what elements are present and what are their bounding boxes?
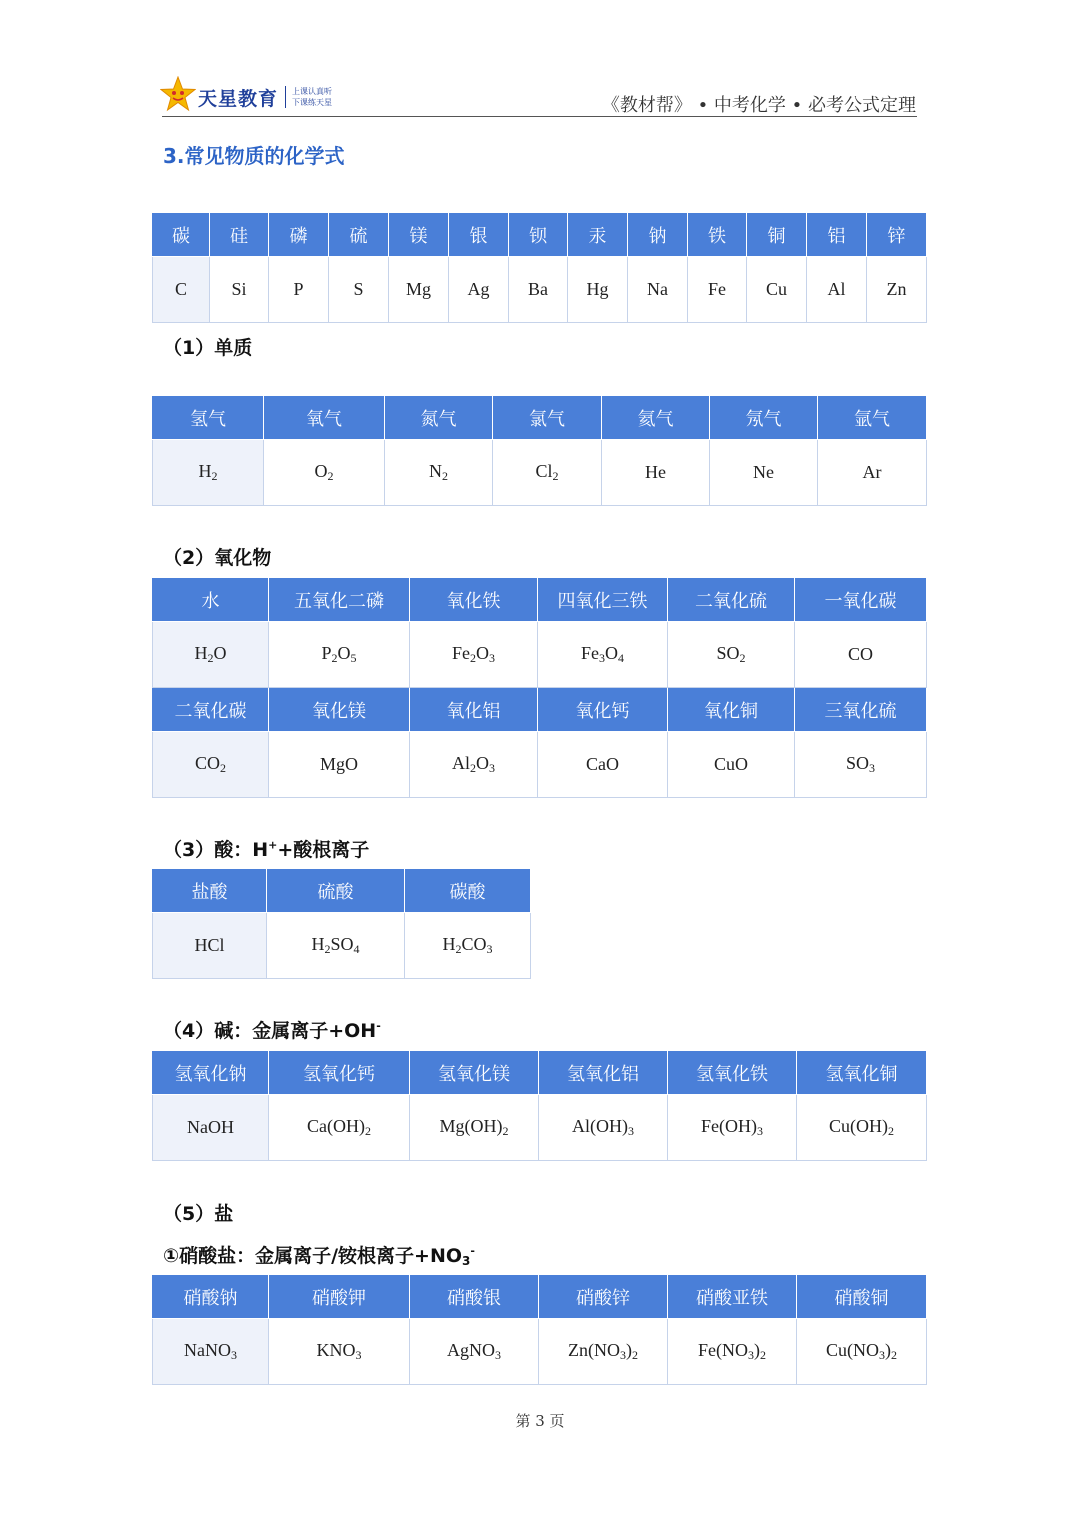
formula-cell — [538, 732, 668, 798]
formula-text: O — [605, 643, 618, 663]
formula-cell — [385, 440, 493, 506]
formula-text: O — [476, 643, 489, 663]
formula-text: H — [311, 934, 325, 954]
formula-text: KNO — [316, 1340, 356, 1360]
header-cell: 氮气 — [385, 396, 493, 440]
formula-cell — [668, 732, 795, 798]
formula-subscript: 3 — [879, 1348, 885, 1362]
formula-cell: Zn — [867, 257, 927, 323]
bases-formula-row — [153, 1095, 927, 1161]
formula-cell — [539, 1319, 668, 1385]
elements-formula-row — [153, 257, 927, 323]
formula-cell — [269, 1095, 410, 1161]
formula-text: SO — [330, 934, 354, 954]
header-cell: 氧化铝 — [410, 688, 538, 732]
oxides-table — [152, 577, 927, 798]
header-cell: 氧化铁 — [410, 578, 538, 622]
logo-slogan-line: 下课练天星 — [292, 98, 332, 107]
header-cell: 硝酸亚铁 — [668, 1275, 797, 1319]
logo-slogan-line: 上课认真听 — [292, 87, 332, 96]
formula-text: Fe(OH) — [701, 1116, 757, 1136]
formula-text: Cl — [535, 461, 553, 481]
header-cell: 汞 — [568, 213, 628, 257]
nitrates-title-sup: - — [470, 1244, 475, 1258]
formula-cell — [153, 440, 264, 506]
formula-subscript: 3 — [748, 1348, 754, 1362]
formula-cell — [795, 622, 927, 688]
formula-cell: Ag — [449, 257, 509, 323]
formula-cell — [818, 440, 927, 506]
nitrates-title-text: ①硝酸盐：金属离子/铵根离子+NO — [163, 1245, 463, 1267]
formula-subscript: 4 — [618, 651, 624, 665]
logo-star-icon — [160, 76, 196, 112]
elements-header-row — [153, 213, 927, 257]
nitrates-formula-row — [153, 1319, 927, 1385]
nitrates-header-row — [153, 1275, 927, 1319]
logo-slogan — [292, 86, 342, 108]
bases-title-text: （4）碱：金属离子+OH — [163, 1020, 377, 1042]
formula-text: Cu(NO — [826, 1340, 879, 1360]
header-cell: 水 — [153, 578, 269, 622]
formula-subscript: 2 — [760, 1348, 766, 1362]
formula-cell — [797, 1319, 927, 1385]
header-book-title: 《教材帮》 • 中考化学 • 必考公式定理 — [601, 95, 916, 116]
formula-cell — [267, 913, 405, 979]
formula-cell — [710, 440, 818, 506]
formula-cell — [410, 1095, 539, 1161]
header-cell: 碳酸 — [405, 869, 531, 913]
formula-subscript: 2 — [327, 469, 334, 483]
formula-text: SO — [845, 753, 869, 773]
formula-subscript: 2 — [331, 651, 338, 665]
formula-cell — [668, 622, 795, 688]
formula-text: Al — [452, 753, 470, 773]
header-cell: 五氧化二磷 — [269, 578, 410, 622]
formula-text: Fe — [581, 643, 599, 663]
formula-text: MgO — [319, 754, 358, 774]
formula-subscript: 2 — [739, 651, 746, 665]
formula-subscript: 3 — [486, 942, 493, 956]
formula-subscript: 3 — [599, 651, 605, 665]
header-cell: 氢氧化钠 — [153, 1051, 269, 1095]
formula-cell: Na — [628, 257, 688, 323]
formula-text: H — [194, 643, 208, 663]
formula-subscript: 2 — [632, 1348, 638, 1362]
formula-text: H — [198, 461, 212, 481]
header-cell: 氢氧化铝 — [539, 1051, 668, 1095]
oxides-1-formula-row — [153, 622, 927, 688]
formula-subscript: 2 — [891, 1348, 897, 1362]
formula-text: Zn(NO — [568, 1340, 620, 1360]
oxides-1-header-row — [153, 578, 927, 622]
formula-text: CaO — [586, 754, 619, 774]
acids-title-text: +酸根离子 — [277, 839, 370, 861]
header-cell: 氧化镁 — [269, 688, 410, 732]
header-cell: 银 — [449, 213, 509, 257]
header-cell: 铝 — [807, 213, 867, 257]
header-cell: 氢氧化铁 — [668, 1051, 797, 1095]
nitrates-title-sub: 3 — [462, 1254, 471, 1268]
header-cell: 二氧化碳 — [153, 688, 269, 732]
header-cell: 氢氧化铜 — [797, 1051, 927, 1095]
formula-cell — [539, 1095, 668, 1161]
formula-cell — [538, 622, 668, 688]
formula-subscript: 2 — [502, 1124, 509, 1138]
formula-text: Ne — [753, 462, 774, 482]
oxides-2-header-row — [153, 688, 927, 732]
formula-subscript: 2 — [324, 942, 331, 956]
formula-cell — [410, 1319, 539, 1385]
formula-subscript: 2 — [888, 1124, 894, 1138]
formula-text: H — [442, 934, 456, 954]
simple-substance-table — [152, 395, 927, 506]
formula-cell — [410, 732, 538, 798]
formula-subscript: 2 — [470, 761, 476, 775]
bases-header-row — [153, 1051, 927, 1095]
acids-title-sup: + — [268, 838, 278, 852]
elements-table — [152, 212, 927, 323]
formula-subscript: 3 — [757, 1124, 763, 1138]
header-cell: 磷 — [269, 213, 329, 257]
header-cell: 硅 — [210, 213, 269, 257]
header-cell: 钠 — [628, 213, 688, 257]
formula-cell: Al — [807, 257, 867, 323]
header-cell: 铜 — [747, 213, 807, 257]
formula-text: CO — [194, 753, 220, 773]
oxides-title: （2）氧化物 — [163, 547, 272, 569]
formula-subscript: 3 — [869, 761, 875, 775]
formula-text: N — [429, 461, 442, 481]
header-cell: 一氧化碳 — [795, 578, 927, 622]
formula-subscript: 3 — [231, 1348, 237, 1362]
header-cell: 铁 — [688, 213, 747, 257]
page-number: 第 3 页 — [515, 1412, 565, 1430]
formula-text: CO — [847, 644, 873, 664]
formula-text: SO — [716, 643, 740, 663]
header-cell: 硫 — [329, 213, 389, 257]
formula-cell — [493, 440, 602, 506]
formula-text: CO — [461, 934, 487, 954]
formula-text: NaNO — [184, 1340, 231, 1360]
header-cell: 钡 — [509, 213, 568, 257]
header-cell: 氯气 — [493, 396, 602, 440]
header-cell: 硝酸锌 — [539, 1275, 668, 1319]
header-cell: 硝酸钠 — [153, 1275, 269, 1319]
formula-cell — [264, 440, 385, 506]
header-cell: 镁 — [389, 213, 449, 257]
formula-cell: C — [153, 257, 210, 323]
formula-cell — [153, 1095, 269, 1161]
formula-cell — [602, 440, 710, 506]
oxides-2-formula-row — [153, 732, 927, 798]
header-cell: 氢气 — [153, 396, 264, 440]
formula-cell — [269, 622, 410, 688]
formula-cell: Mg — [389, 257, 449, 323]
formula-text: Cu(OH) — [829, 1116, 888, 1136]
formula-subscript: 3 — [620, 1348, 626, 1362]
salts-title: （5）盐 — [163, 1203, 234, 1225]
formula-text: NaOH — [187, 1117, 234, 1137]
header-cell: 氖气 — [710, 396, 818, 440]
formula-cell — [153, 622, 269, 688]
bases-title — [163, 1016, 381, 1043]
formula-cell: P — [269, 257, 329, 323]
formula-text: ) — [885, 1340, 891, 1360]
header-cell: 氦气 — [602, 396, 710, 440]
formula-cell: Ba — [509, 257, 568, 323]
header-cell: 四氧化三铁 — [538, 578, 668, 622]
formula-text: Ar — [862, 462, 882, 482]
acids-header-row — [153, 869, 531, 913]
header-cell: 氧气 — [264, 396, 385, 440]
formula-cell — [668, 1319, 797, 1385]
formula-text: O — [213, 643, 227, 663]
formula-subscript: 3 — [355, 1348, 362, 1362]
formula-text: Ca(OH) — [307, 1116, 365, 1136]
formula-subscript: 5 — [350, 651, 357, 665]
simple-formula-row — [153, 440, 927, 506]
formula-subscript: 2 — [207, 651, 214, 665]
header-cell: 锌 — [867, 213, 927, 257]
formula-text: CuO — [713, 754, 748, 774]
formula-text: Al(OH) — [572, 1116, 628, 1136]
header-cell: 盐酸 — [153, 869, 267, 913]
nitrates-table — [152, 1274, 927, 1385]
header-cell: 氧化铜 — [668, 688, 795, 732]
formula-subscript: 2 — [442, 469, 448, 483]
nitrates-title — [163, 1241, 475, 1268]
header-rule — [162, 116, 917, 117]
formula-text: He — [645, 462, 666, 482]
formula-cell: Si — [210, 257, 269, 323]
bases-table — [152, 1050, 927, 1161]
formula-cell — [668, 1095, 797, 1161]
formula-cell — [405, 913, 531, 979]
section-title: 3.常见物质的化学式 — [163, 144, 345, 168]
formula-text: O — [337, 643, 351, 663]
header-cell: 硫酸 — [267, 869, 405, 913]
formula-subscript: 4 — [353, 942, 360, 956]
acids-title-text: （3）酸：H — [163, 839, 269, 861]
header-cell: 氧化钙 — [538, 688, 668, 732]
header-cell: 二氧化硫 — [668, 578, 795, 622]
header-cell: 碳 — [153, 213, 210, 257]
formula-subscript: 2 — [455, 942, 462, 956]
formula-subscript: 2 — [220, 761, 226, 775]
header-cell: 氩气 — [818, 396, 927, 440]
formula-text: O — [476, 753, 489, 773]
formula-cell: Fe — [688, 257, 747, 323]
formula-subscript: 3 — [489, 761, 495, 775]
formula-text: Fe(NO — [698, 1340, 748, 1360]
bases-title-sup: - — [376, 1019, 381, 1033]
formula-cell — [797, 1095, 927, 1161]
header-cell: 硝酸铜 — [797, 1275, 927, 1319]
formula-subscript: 3 — [628, 1124, 634, 1138]
acids-title — [163, 835, 369, 862]
formula-cell: Cu — [747, 257, 807, 323]
header-cell: 硝酸钾 — [269, 1275, 410, 1319]
formula-text: HCl — [194, 935, 225, 955]
formula-text: P — [321, 643, 332, 663]
formula-subscript: 3 — [495, 1348, 501, 1362]
formula-text: O — [314, 461, 328, 481]
formula-subscript: 2 — [364, 1124, 371, 1138]
formula-subscript: 2 — [211, 469, 218, 483]
header-cell: 氢氧化钙 — [269, 1051, 410, 1095]
formula-text: Fe — [452, 643, 470, 663]
logo-name: 天星教育 — [198, 88, 279, 110]
formula-subscript: 2 — [552, 469, 559, 483]
header-cell: 三氧化硫 — [795, 688, 927, 732]
header-cell: 硝酸银 — [410, 1275, 539, 1319]
header-cell: 氢氧化镁 — [410, 1051, 539, 1095]
acids-table — [152, 868, 531, 979]
formula-subscript: 3 — [489, 651, 495, 665]
formula-cell — [153, 732, 269, 798]
formula-text: ) — [626, 1340, 632, 1360]
simple-header-row — [153, 396, 927, 440]
formula-cell: S — [329, 257, 389, 323]
simple-substance-title: （1）单质 — [163, 337, 253, 359]
formula-text: Mg(OH) — [439, 1116, 503, 1136]
formula-cell — [410, 622, 538, 688]
formula-cell — [795, 732, 927, 798]
formula-text: AgNO — [447, 1340, 495, 1360]
formula-cell: Hg — [568, 257, 628, 323]
formula-text: ) — [754, 1340, 760, 1360]
formula-subscript: 2 — [470, 651, 476, 665]
formula-cell — [153, 1319, 269, 1385]
formula-cell — [269, 732, 410, 798]
formula-cell — [153, 913, 267, 979]
logo-divider — [285, 86, 286, 108]
formula-cell — [269, 1319, 410, 1385]
acids-formula-row — [153, 913, 531, 979]
